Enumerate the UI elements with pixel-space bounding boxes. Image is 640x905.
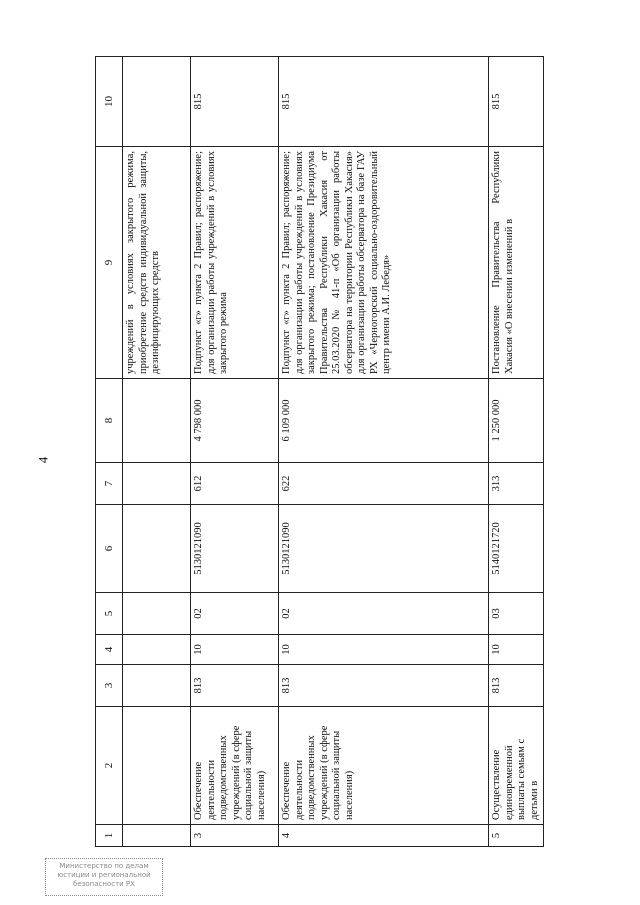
cell-expense-type: 622 — [279, 463, 489, 505]
cell-code: 813 — [489, 665, 544, 707]
table-row — [191, 57, 279, 847]
header-cell: 9 — [96, 147, 123, 379]
stamp-line: Министерство по делам — [59, 862, 149, 870]
cell-target-article: 5140121720 — [489, 505, 544, 593]
cell-section: 10 — [489, 635, 544, 665]
header-cell: 6 — [96, 505, 123, 593]
cell-amount: 1 250 000 — [489, 379, 544, 463]
table-row — [123, 57, 191, 847]
cell-target-article: 5130121090 — [191, 505, 279, 593]
cell-subsection: 02 — [191, 593, 279, 635]
header-cell: 8 — [96, 379, 123, 463]
stamp-line: юстиции и региональной — [57, 871, 151, 879]
cell-expense-type: 612 — [191, 463, 279, 505]
stamp-line: безопасности РХ — [73, 880, 135, 888]
table-row — [279, 57, 489, 847]
header-cell: 5 — [96, 593, 123, 635]
header-row — [96, 57, 123, 847]
row-number: 3 — [191, 825, 279, 847]
cell-basis: Подпункт «г» пункта 2 Правил; распоряжение; для организации работы учреждений в условиях закрытого режима — [191, 147, 279, 379]
cell-amount: 4 798 000 — [191, 379, 279, 463]
cell-amount: 6 109 000 — [279, 379, 489, 463]
header-cell: 2 — [96, 707, 123, 825]
cell-subsection: 03 — [489, 593, 544, 635]
cell-code: 813 — [191, 665, 279, 707]
table-row — [489, 57, 544, 847]
row-number: 5 — [489, 825, 544, 847]
budget-table — [95, 56, 544, 847]
cell-section: 10 — [191, 635, 279, 665]
cell-expense-type: 313 — [489, 463, 544, 505]
cell-col10: 815 — [279, 57, 489, 147]
page-number: 4 — [35, 456, 51, 464]
cell-col10: 815 — [191, 57, 279, 147]
cell-code: 813 — [279, 665, 489, 707]
cell-col10: 815 — [489, 57, 544, 147]
row-name: Обеспечение деятельности подведомственных учреждений (в сфере социальной защиты населения) — [279, 707, 489, 825]
header-cell: 10 — [96, 57, 123, 147]
row-number: 4 — [279, 825, 489, 847]
registration-stamp — [45, 858, 163, 896]
header-cell: 4 — [96, 635, 123, 665]
row-name: Осуществление единовременной выплаты семьям с детьми в — [489, 707, 544, 825]
header-cell: 7 — [96, 463, 123, 505]
cell-basis: Постановление Правительства Республики Хакасия «О внесении изменений в — [489, 147, 544, 379]
cell-basis: Подпункт «г» пункта 2 Правил; распоряжение; для организации работы учреждений в условиях закрытого режима; постановление Президиума Правительства Республики Хакасия от 25.03.2020 № 41-п «Об организации работы обсерватора на территории Республики Хакасия» для организации работы обсерватора на базе ГАУ РХ «Черногорский социально-оздоровительный центр имени А.И. Лебедя» — [279, 147, 489, 379]
cell-section: 10 — [279, 635, 489, 665]
rotated-table-container — [95, 57, 540, 847]
header-cell: 1 — [96, 825, 123, 847]
row-name: Обеспечение деятельности подведомственных учреждений (в сфере социальной защиты населения) — [191, 707, 279, 825]
cell-subsection: 02 — [279, 593, 489, 635]
cell-target-article: 5130121090 — [279, 505, 489, 593]
basis-continuation: учреждений в условиях закрытого режима, приобретение средств индивидуальной защиты, дезинфицирующих средств — [123, 147, 191, 379]
header-cell: 3 — [96, 665, 123, 707]
